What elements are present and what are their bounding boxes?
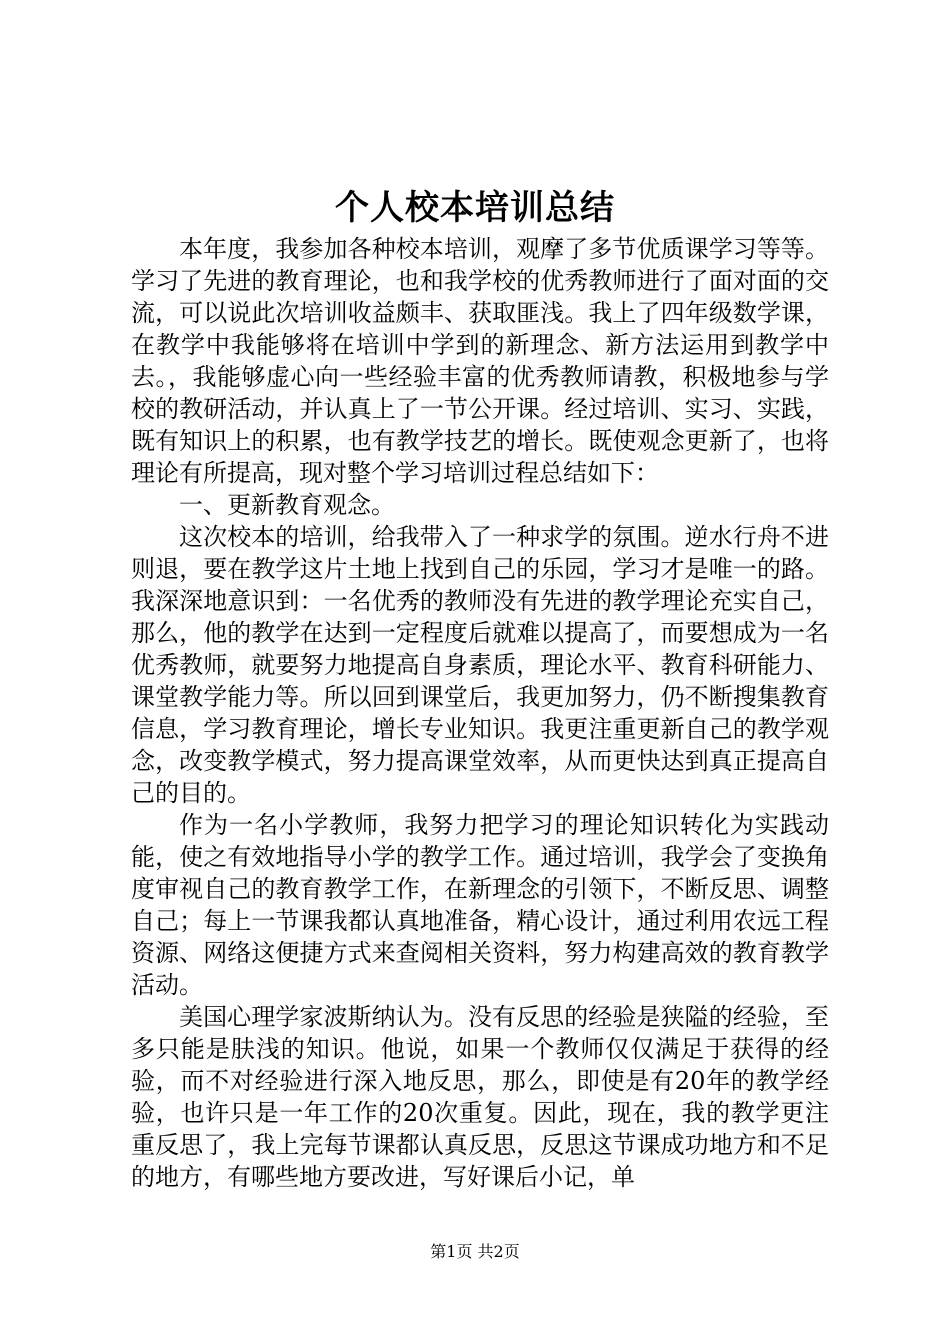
paragraph-2: 这次校本的培训，给我带入了一种求学的氛围。逆水行舟不进则退，要在教学这片土地上找到自己的乐园，学习才是唯一的路。我深深地意识到：一名优秀的教师没有先进的教学理论充实自己，那么，他的教学在达到一定程度后就难以提高了，而要想成为一名优秀教师，就要努力地提高自身素质，理论水平、教育科研能力、课堂教学能力等。所以回到课堂后，我更加努力，仍不断搜集教育信息，学习教育理论，增长专业知识。我更注重更新自己的教学观念，改变教学模式，努力提高课堂效率，从而更快达到真正提高自己的目的。: [131, 523, 829, 807]
page-footer: 第1页 共2页: [430, 1242, 520, 1261]
paragraph-intro: 本年度，我参加各种校本培训，观摩了多节优质课学习等等。学习了先进的教育理论，也和我学校的优秀教师进行了面对面的交流，可以说此次培训收益颇丰、获取匪浅。我上了四年级数学课，在教学中我能够将在培训中学到的新理念、新方法运用到教学中去。，我能够虚心向一些经验丰富的优秀教师请教，积极地参与学校的教研活动，并认真上了一节公开课。经过培训、实习、实践，既有知识上的积累，也有教学技艺的增长。既使观念更新了，也将理论有所提高，现对整个学习培训过程总结如下：: [131, 235, 829, 487]
document-body: [131, 233, 829, 1193]
paragraph-4: 美国心理学家波斯纳认为。没有反思的经验是狭隘的经验，至多只能是肤浅的知识。他说，如果一个教师仅仅满足于获得的经验，而不对经验进行深入地反思，那么，即使是有20年的教学经验，也许只是一年工作的20次重复。因此，现在，我的教学更注重反思了，我上完每节课都认真反思，反思这节课成功地方和不足的地方，有哪些地方要改进，写好课后小记，单: [131, 1003, 829, 1191]
paragraph-3: 作为一名小学教师，我努力把学习的理论知识转化为实践动能，使之有效地指导小学的教学工作。通过培训，我学会了变换角度审视自己的教育教学工作，在新理念的引领下，不断反思、调整自己；每上一节课我都认真地准备，精心设计，通过利用农远工程资源、网络这便捷方式来查阅相关资料，努力构建高效的教育教学活动。: [131, 811, 829, 999]
document-title: 个人校本培训总结: [335, 188, 615, 228]
section-heading-1: 一、更新教育观念。: [179, 491, 395, 519]
